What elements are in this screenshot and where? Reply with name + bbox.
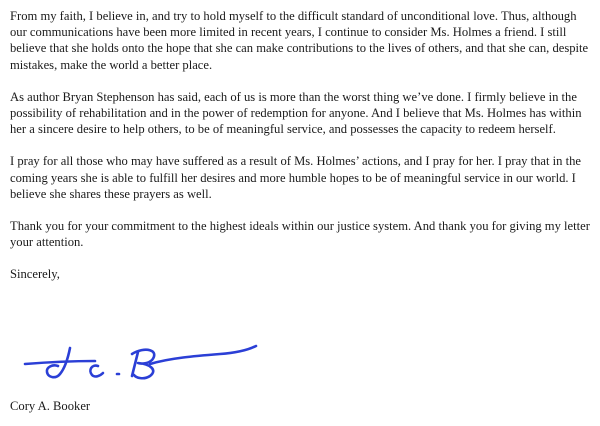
paragraph-thanks: Thank you for your commitment to the highest ideals within our justice system. And thank you for giving my letter your attention. (10, 219, 590, 250)
signature-icon (20, 334, 260, 386)
paragraph-faith: From my faith, I believe in, and try to hold myself to the difficult standard of unconditional love. Thus, although our communications have been more limited in recent years, I continue to consider Ms. Holmes a friend. I still believe that she holds onto the hope that she can make contributions to the lives of others, and that she can, despite mistakes, make the world a better place. (10, 9, 589, 72)
signer-name: Cory A. Booker (10, 399, 91, 413)
letter-body (10, 8, 594, 299)
paragraph-redemption: As author Bryan Stephenson has said, each of us is more than the worst thing we’ve done. I firmly believe in the possibility of rehabilitation and in the power of redemption for anyone. And I believe that Ms. Holmes has within her a sincere desire to help others, to be of meaningful service, and possesses the capacity to redeem herself. (10, 89, 582, 137)
paragraph-prayer: I pray for all those who may have suffered as a result of Ms. Holmes’ actions, and I pray for her. I pray that in the coming years she is able to fulfill her desires and more humble hopes to be of meaningful service in our world. I believe she shares these prayers as well. (10, 154, 581, 201)
closing-salutation: Sincerely, (10, 267, 60, 282)
